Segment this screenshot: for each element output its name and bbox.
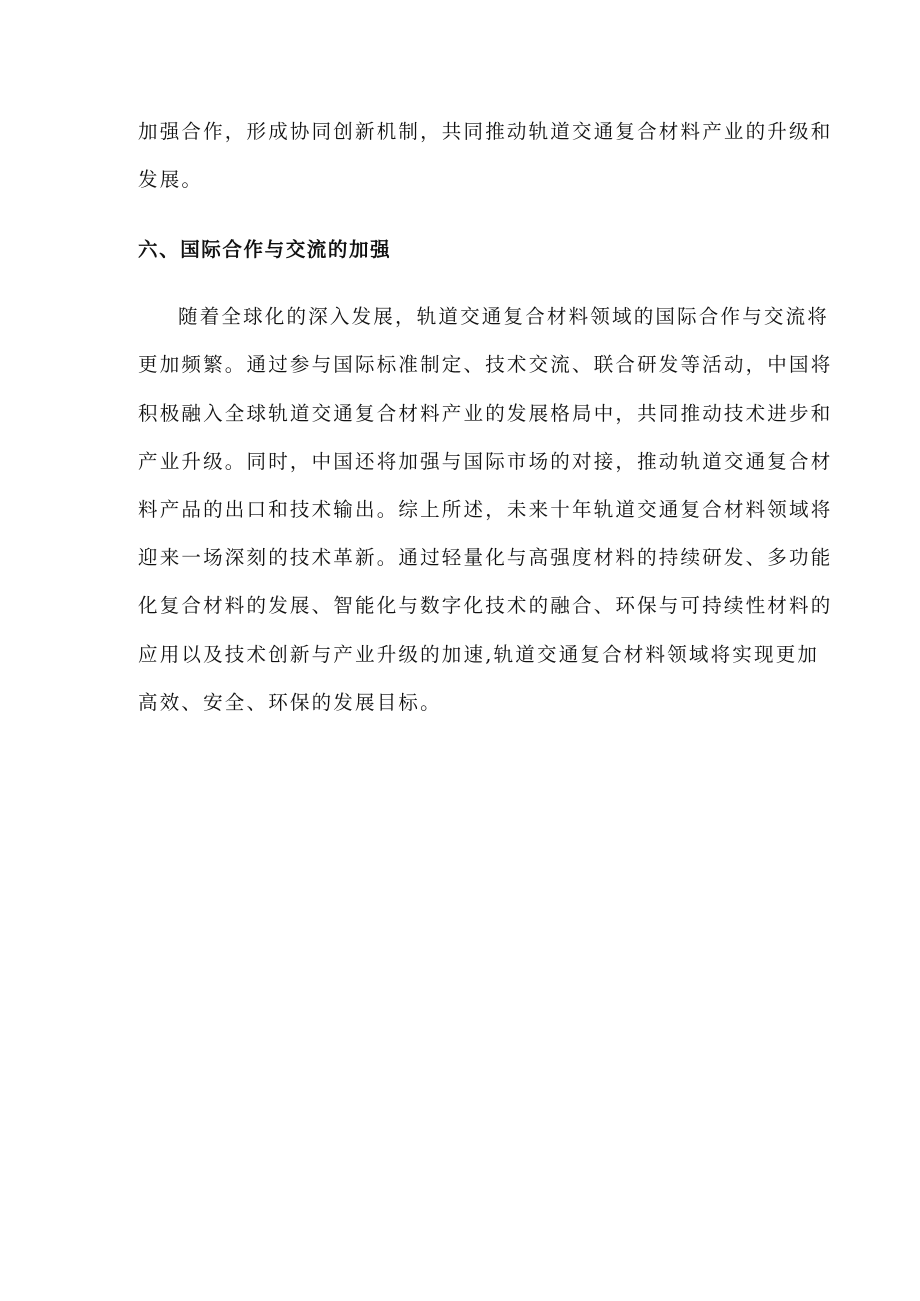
paragraph-line: 加强合作，形成协同创新机制，共同推动轨道交通复合材料产业的升级和 (138, 120, 833, 143)
paragraph-line: 料产品的出口和技术输出。综上所述，未来十年轨道交通复合材料领域将 (138, 498, 833, 521)
paragraph-line: 化复合材料的发展、智能化与数字化技术的融合、环保与可持续性材料的 (138, 594, 833, 617)
paragraph-line: 更加频繁。通过参与国际标准制定、技术交流、联合研发等活动，中国将 (138, 353, 833, 376)
paragraph-line: 应用以及技术创新与产业升级的加速,轨道交通复合材料领域将实现更加 (138, 643, 820, 666)
paragraph-line: 高效、安全、环保的发展目标。 (138, 691, 442, 714)
paragraph-line: 积极融入全球轨道交通复合材料产业的发展格局中，共同推动技术进步和 (138, 402, 833, 425)
paragraph-line: 迎来一场深刻的技术革新。通过轻量化与高强度材料的持续研发、多功能 (138, 546, 833, 569)
paragraph-line: 随着全球化的深入发展，轨道交通复合材料领域的国际合作与交流将 (178, 305, 830, 328)
paragraph-line: 发展。 (138, 168, 204, 191)
paragraph-line: 产业升级。同时，中国还将加强与国际市场的对接，推动轨道交通复合材 (138, 450, 833, 473)
section-heading: 六、国际合作与交流的加强 (138, 238, 392, 261)
